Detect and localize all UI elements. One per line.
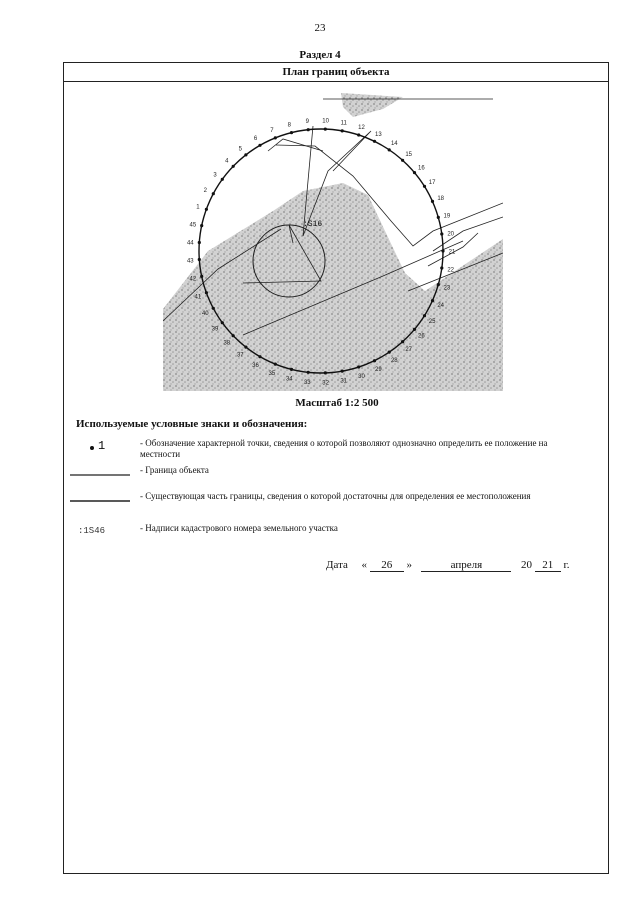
boundary-point (200, 275, 203, 278)
boundary-point (205, 291, 208, 294)
boundary-point (324, 371, 327, 374)
point-label: 20 (447, 231, 455, 238)
date-open-quote: « (361, 559, 367, 571)
point-label: 12 (358, 124, 365, 131)
date-row (326, 559, 569, 572)
point-label: 11 (340, 120, 347, 127)
point-label: 8 (287, 122, 291, 129)
point-label: 5 (238, 146, 242, 153)
point-label: 25 (428, 318, 436, 325)
boundary-point (437, 216, 440, 219)
point-label: 24 (437, 302, 445, 309)
boundary-point (290, 368, 293, 371)
boundary-map (163, 91, 503, 396)
point-label: 23 (443, 285, 451, 292)
boundary-point (274, 136, 277, 139)
document-frame (63, 62, 609, 874)
date-suffix: г. (563, 559, 570, 571)
svg-text::1S46: :1S46 (78, 526, 106, 536)
point-label: 13 (375, 131, 382, 138)
boundary-point (274, 363, 277, 366)
boundary-symbol (68, 463, 132, 483)
boundary-point (212, 307, 215, 310)
point-label: 7 (270, 128, 274, 134)
boundary-point (440, 266, 443, 269)
point-label: 4 (225, 158, 229, 165)
boundary-point (401, 340, 404, 343)
boundary-point (198, 241, 201, 244)
point-label: 15 (405, 152, 413, 159)
point-label: 21 (448, 249, 456, 256)
point-label: 2 (203, 188, 207, 194)
scale-label: Масштаб 1:2 500 (295, 397, 379, 409)
boundary-description: - Граница объекта (140, 465, 209, 475)
point-label: 39 (211, 326, 219, 333)
date-label: Дата (326, 559, 348, 571)
point-label: 3 (213, 172, 217, 179)
section-title: Раздел 4 (299, 49, 341, 61)
parcel-label: :S16 (303, 220, 323, 229)
date-close-quote: » (406, 559, 412, 571)
boundary-point (200, 224, 203, 227)
boundary-point (324, 128, 327, 131)
boundary-point (212, 192, 215, 195)
boundary-point (290, 131, 293, 134)
boundary-point (357, 133, 360, 136)
existing-symbol (68, 491, 132, 511)
boundary-point (307, 128, 310, 131)
point-label: 44 (186, 240, 194, 247)
boundary-point (441, 249, 444, 252)
boundary-point (341, 370, 344, 373)
point-label: 19 (443, 213, 451, 220)
date-year: 21 (535, 559, 561, 572)
boundary-point (198, 258, 201, 261)
boundary-point (413, 171, 416, 174)
point-label: 28 (390, 358, 398, 365)
boundary-point (307, 371, 310, 374)
boundary-point (431, 200, 434, 203)
point-label: 26 (418, 333, 425, 340)
boundary-point (341, 129, 344, 132)
point-label: 1 (196, 204, 200, 211)
point-label: 41 (194, 294, 202, 301)
point-label: 38 (223, 340, 231, 347)
cadastral-symbol (68, 523, 132, 543)
boundary-point (423, 185, 426, 188)
point-label: 14 (390, 140, 398, 147)
point-label: 29 (375, 367, 382, 374)
boundary-point (221, 321, 224, 324)
page-number: 23 (314, 22, 326, 34)
terrain-area (163, 183, 503, 391)
cadastral-description: - Надписи кадастрового номера земельного участка (140, 523, 338, 533)
point-label: 42 (189, 276, 197, 283)
terrain-patch-top (341, 93, 403, 117)
point-label: 18 (437, 196, 445, 203)
boundary-point (205, 208, 208, 211)
point-label: 34 (285, 376, 293, 383)
boundary-point (437, 283, 440, 286)
existing-description: - Существующая часть границы, сведения о которой достаточны для определения ее местоположения (140, 491, 531, 501)
boundary-point (431, 299, 434, 302)
boundary-point (258, 355, 261, 358)
point-label: 6 (253, 136, 258, 143)
boundary-point (440, 232, 443, 235)
point-label: 16 (418, 165, 425, 172)
boundary-point (232, 165, 235, 168)
map-drawing (163, 91, 503, 396)
point-label: 32 (322, 380, 329, 387)
point-label: 17 (428, 180, 436, 187)
boundary-point (221, 178, 224, 181)
dot-icon (90, 446, 94, 450)
boundary-point (423, 314, 426, 317)
date-century: 20 (520, 559, 532, 571)
boundary-point (373, 140, 376, 143)
point-symbol (68, 436, 132, 456)
frame-title: План границ объекта (64, 63, 608, 82)
point-label: 9 (305, 119, 309, 126)
point-label: 37 (236, 352, 244, 359)
point-label: 36 (252, 362, 259, 369)
boundary-point (373, 359, 376, 362)
point-label: 31 (340, 378, 348, 385)
point-label: 35 (268, 371, 276, 377)
point-label: 40 (201, 311, 209, 317)
point-description: - Обозначение характерной точки, сведения о которой позволяют однозначно определить ее положение на местности (140, 438, 548, 459)
point-label: 45 (189, 222, 197, 229)
boundary-point (401, 159, 404, 162)
date-month: апреля (421, 559, 511, 572)
boundary-point (388, 148, 391, 151)
boundary-point (258, 144, 261, 147)
boundary-point (388, 351, 391, 354)
boundary-point (244, 346, 247, 349)
boundary-point (244, 153, 247, 156)
point-label: 27 (405, 346, 413, 353)
date-day: 26 (370, 559, 404, 572)
point-symbol-label: 1 (98, 439, 106, 453)
point-label: 22 (447, 267, 455, 274)
point-label: 33 (303, 379, 311, 386)
legend-title: Используемые условные знаки и обозначения: (76, 418, 308, 430)
boundary-point (413, 328, 416, 331)
boundary-point (232, 334, 235, 337)
point-label: 30 (358, 374, 365, 381)
point-label: 43 (186, 258, 194, 265)
boundary-point (357, 365, 360, 368)
point-label: 10 (322, 118, 329, 125)
